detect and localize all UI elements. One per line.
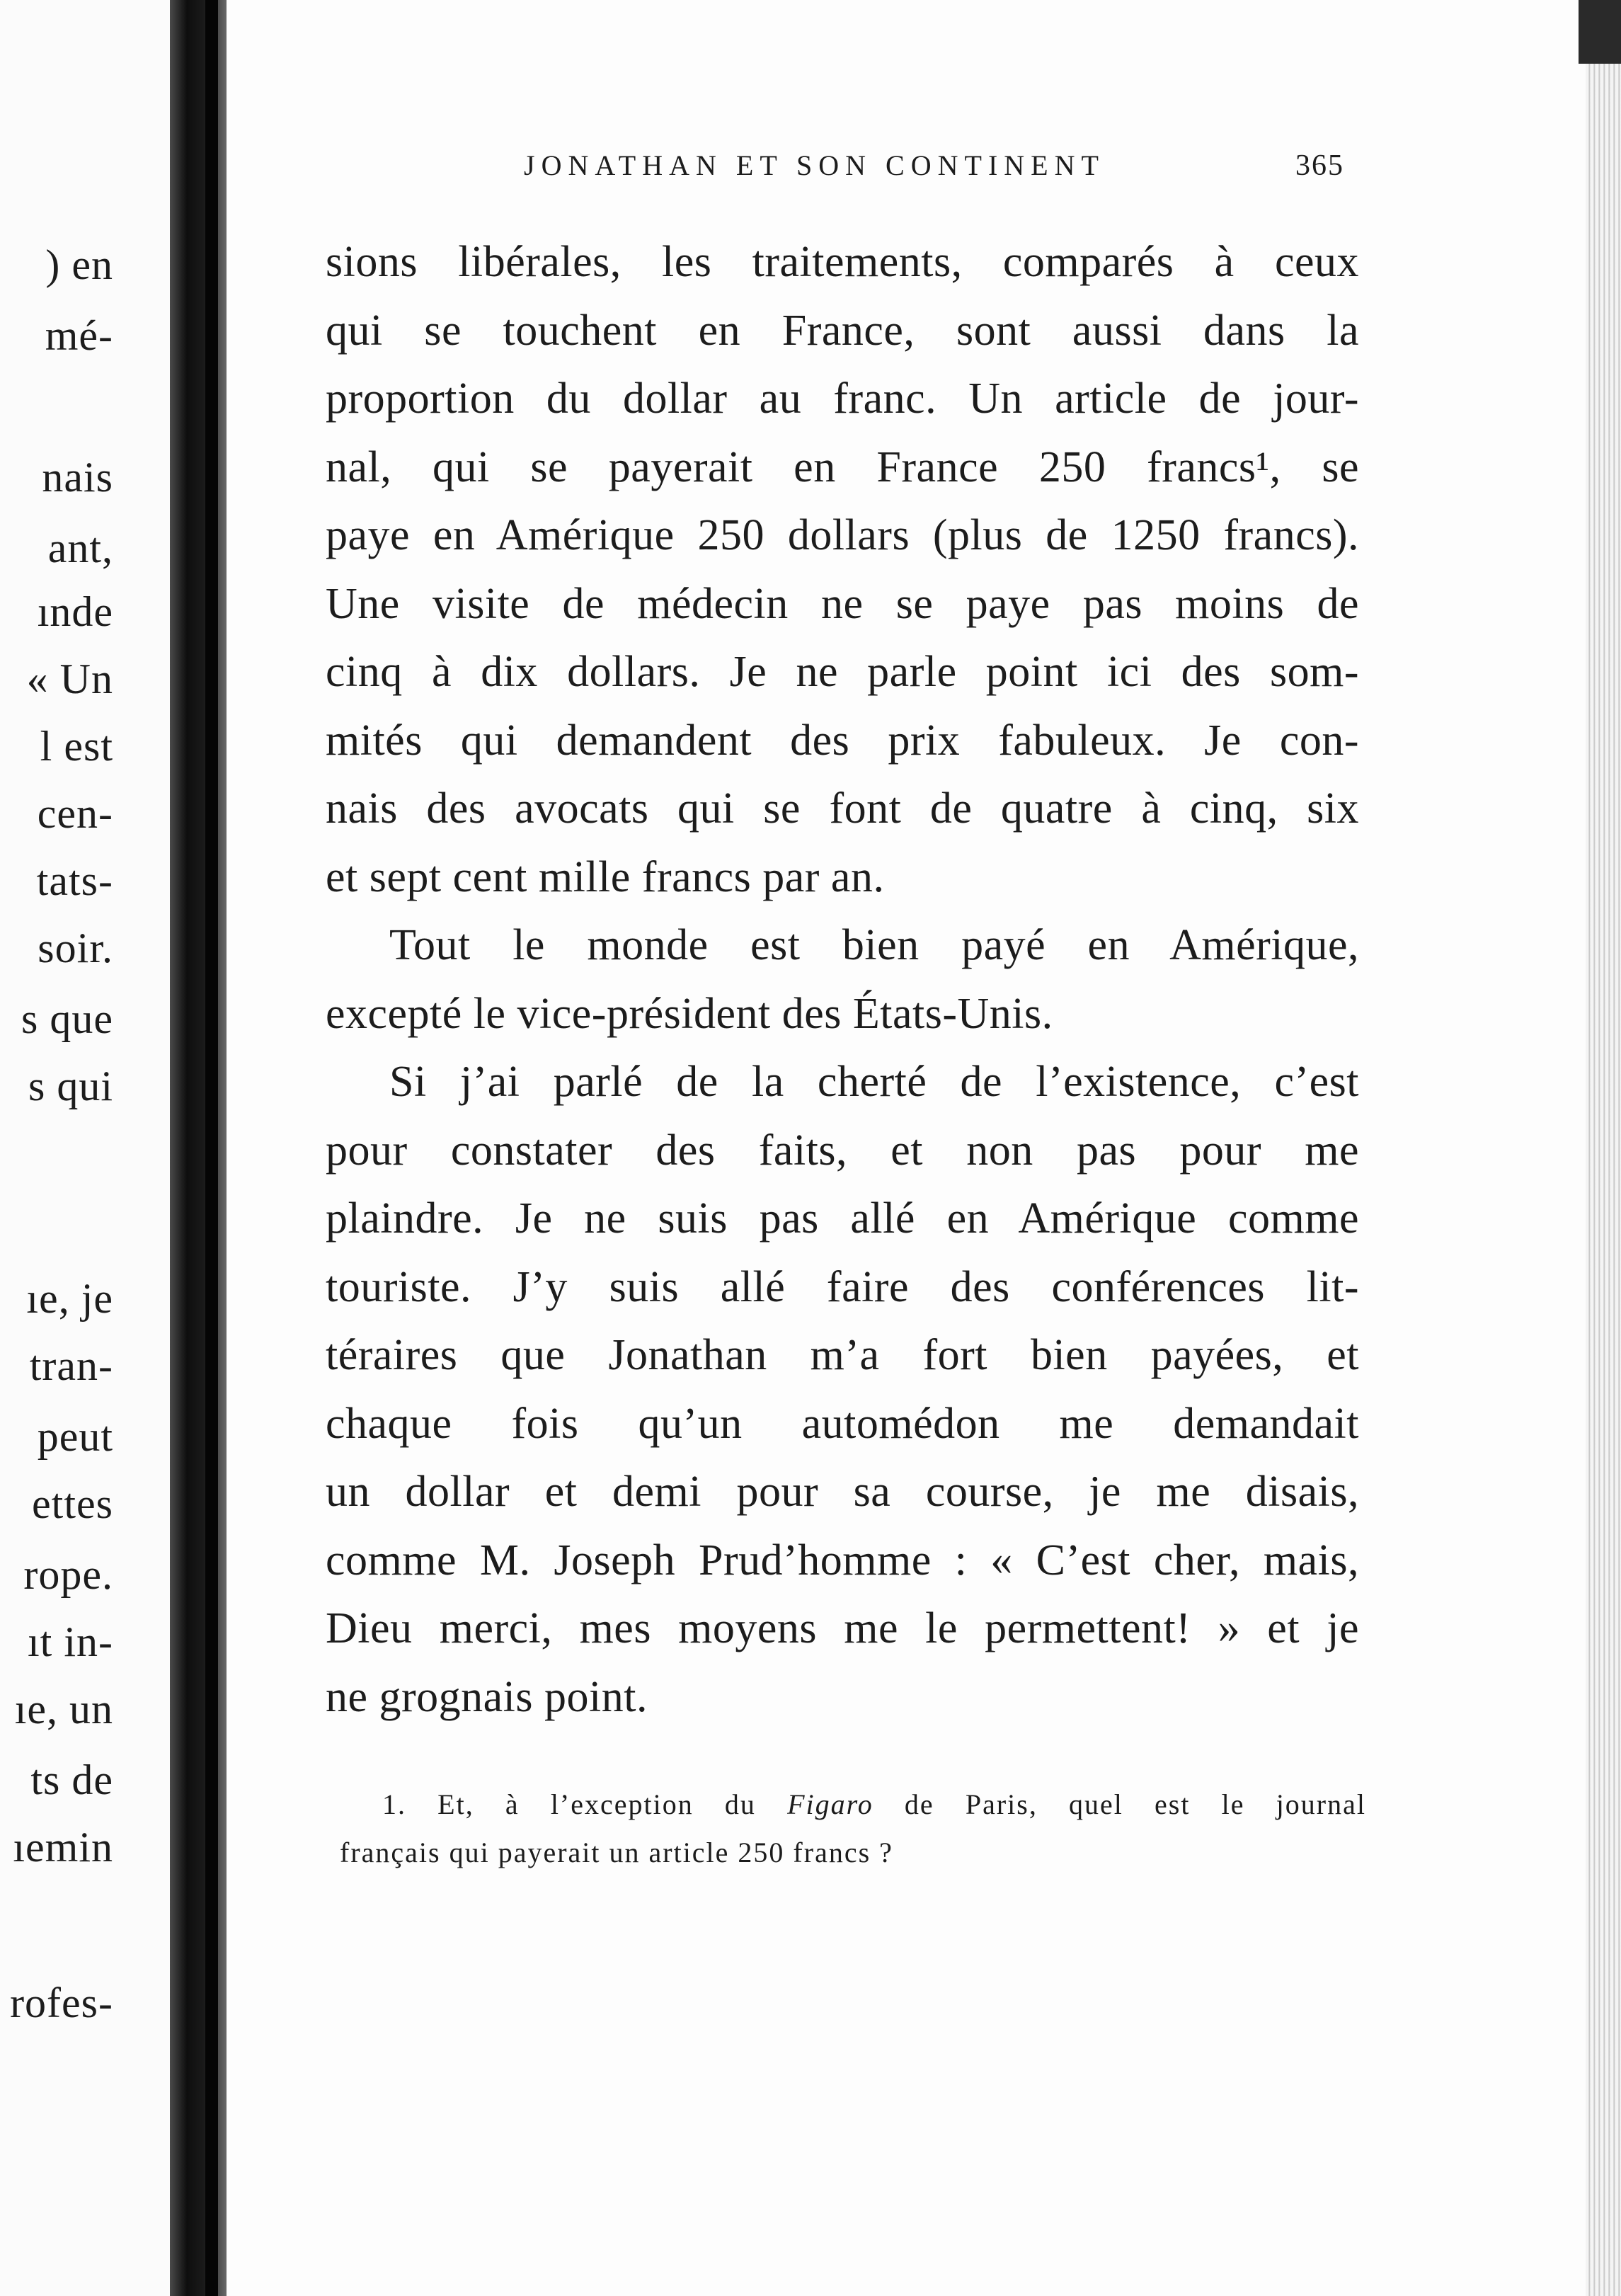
text-line: Tout le monde est bien payé en Amérique, bbox=[389, 921, 1359, 969]
text-line: pour constater des faits, et non pas pour me bbox=[326, 1126, 1359, 1175]
facing-page-line: ıemin bbox=[13, 1824, 113, 1871]
footnote-text: de Paris, quel est le journal bbox=[873, 1788, 1366, 1820]
text-line: Dieu merci, mes moyens me le permettent! » et je bbox=[326, 1604, 1359, 1652]
text-line: Une visite de médecin ne se paye pas moins de bbox=[326, 579, 1359, 628]
footnote bbox=[340, 1781, 1366, 1877]
paragraph bbox=[326, 911, 1359, 1048]
facing-page-line: ınde bbox=[37, 588, 113, 635]
text-line: mités qui demandent des prix fabuleux. Je con- bbox=[326, 716, 1359, 765]
text-line: et sept cent mille francs par an. bbox=[326, 852, 885, 901]
text-line: cinq à dix dollars. Je ne parle point ici des som- bbox=[326, 648, 1359, 696]
text-line: nal, qui se payerait en France 250 francs¹, se bbox=[326, 442, 1359, 491]
text-line: nais des avocats qui se font de quatre à cinq, six bbox=[326, 784, 1359, 833]
facing-page-line: rope. bbox=[23, 1551, 113, 1598]
running-head: JONATHAN ET SON CONTINENT bbox=[524, 149, 1105, 181]
facing-page-line: ant, bbox=[47, 525, 113, 571]
facing-page-line: ıt in- bbox=[28, 1618, 113, 1665]
facing-page-line: ) en bbox=[45, 241, 113, 288]
facing-page-line: cen- bbox=[37, 790, 113, 837]
facing-page-line: soir. bbox=[38, 925, 113, 971]
facing-page-fragment bbox=[0, 0, 170, 2296]
footnote-italic-title: Figaro bbox=[787, 1788, 873, 1820]
text-line: proportion du dollar au franc. Un article de jour- bbox=[326, 375, 1359, 423]
gutter-shadow bbox=[205, 0, 218, 2296]
paragraph bbox=[326, 228, 1359, 911]
text-line: téraires que Jonathan m’a fort bien payées, et bbox=[326, 1331, 1359, 1379]
text-line: un dollar et demi pour sa course, je me disais, bbox=[326, 1468, 1359, 1516]
footnote-line bbox=[382, 1781, 1366, 1829]
facing-page-line: tran- bbox=[29, 1342, 113, 1389]
text-line: touriste. J’y suis allé faire des conférences lit- bbox=[326, 1262, 1359, 1311]
text-line: excepté le vice-président des États-Unis. bbox=[326, 989, 1053, 1038]
facing-page-line: « Un bbox=[26, 656, 113, 702]
text-line: Si j’ai parlé de la cherté de l’existence, c’est bbox=[389, 1058, 1359, 1106]
facing-page-line: mé- bbox=[45, 312, 113, 359]
text-line: plaindre. Je ne suis pas allé en Amérique comme bbox=[326, 1194, 1359, 1243]
text-line: sions libérales, les traitements, comparés à ceux bbox=[326, 238, 1359, 286]
facing-page-line: s que bbox=[21, 995, 113, 1042]
facing-page-line: rofes- bbox=[10, 1980, 113, 2026]
footnote-line: français qui payerait un article 250 francs ? bbox=[340, 1837, 893, 1868]
facing-page-line: nais bbox=[42, 454, 113, 501]
facing-page-line: ıe, je bbox=[26, 1275, 113, 1322]
text-line: paye en Amérique 250 dollars (plus de 1250 francs). bbox=[326, 511, 1359, 559]
text-line: ne grognais point. bbox=[326, 1672, 648, 1721]
facing-page-line: l est bbox=[40, 723, 113, 770]
page-edge-corner bbox=[1579, 0, 1621, 64]
page-body bbox=[326, 228, 1359, 1731]
book-gutter bbox=[170, 0, 227, 2296]
page-number: 365 bbox=[1295, 149, 1344, 182]
page-edge bbox=[1586, 0, 1621, 2296]
text-line: comme M. Joseph Prud’homme : « C’est cher, mais, bbox=[326, 1536, 1359, 1584]
facing-page-line: s qui bbox=[28, 1063, 113, 1109]
facing-page-line: tats- bbox=[36, 857, 113, 904]
text-line: qui se touchent en France, sont aussi dans la bbox=[326, 306, 1359, 355]
footnote-text: 1. Et, à l’exception du bbox=[382, 1788, 788, 1820]
facing-page-line: ettes bbox=[32, 1480, 113, 1527]
facing-page-line: ıe, un bbox=[14, 1686, 113, 1732]
facing-page-line: ts de bbox=[30, 1757, 113, 1803]
paragraph bbox=[326, 1048, 1359, 1731]
facing-page-line: peut bbox=[37, 1413, 113, 1460]
text-line: chaque fois qu’un automédon me demandait bbox=[326, 1399, 1359, 1448]
